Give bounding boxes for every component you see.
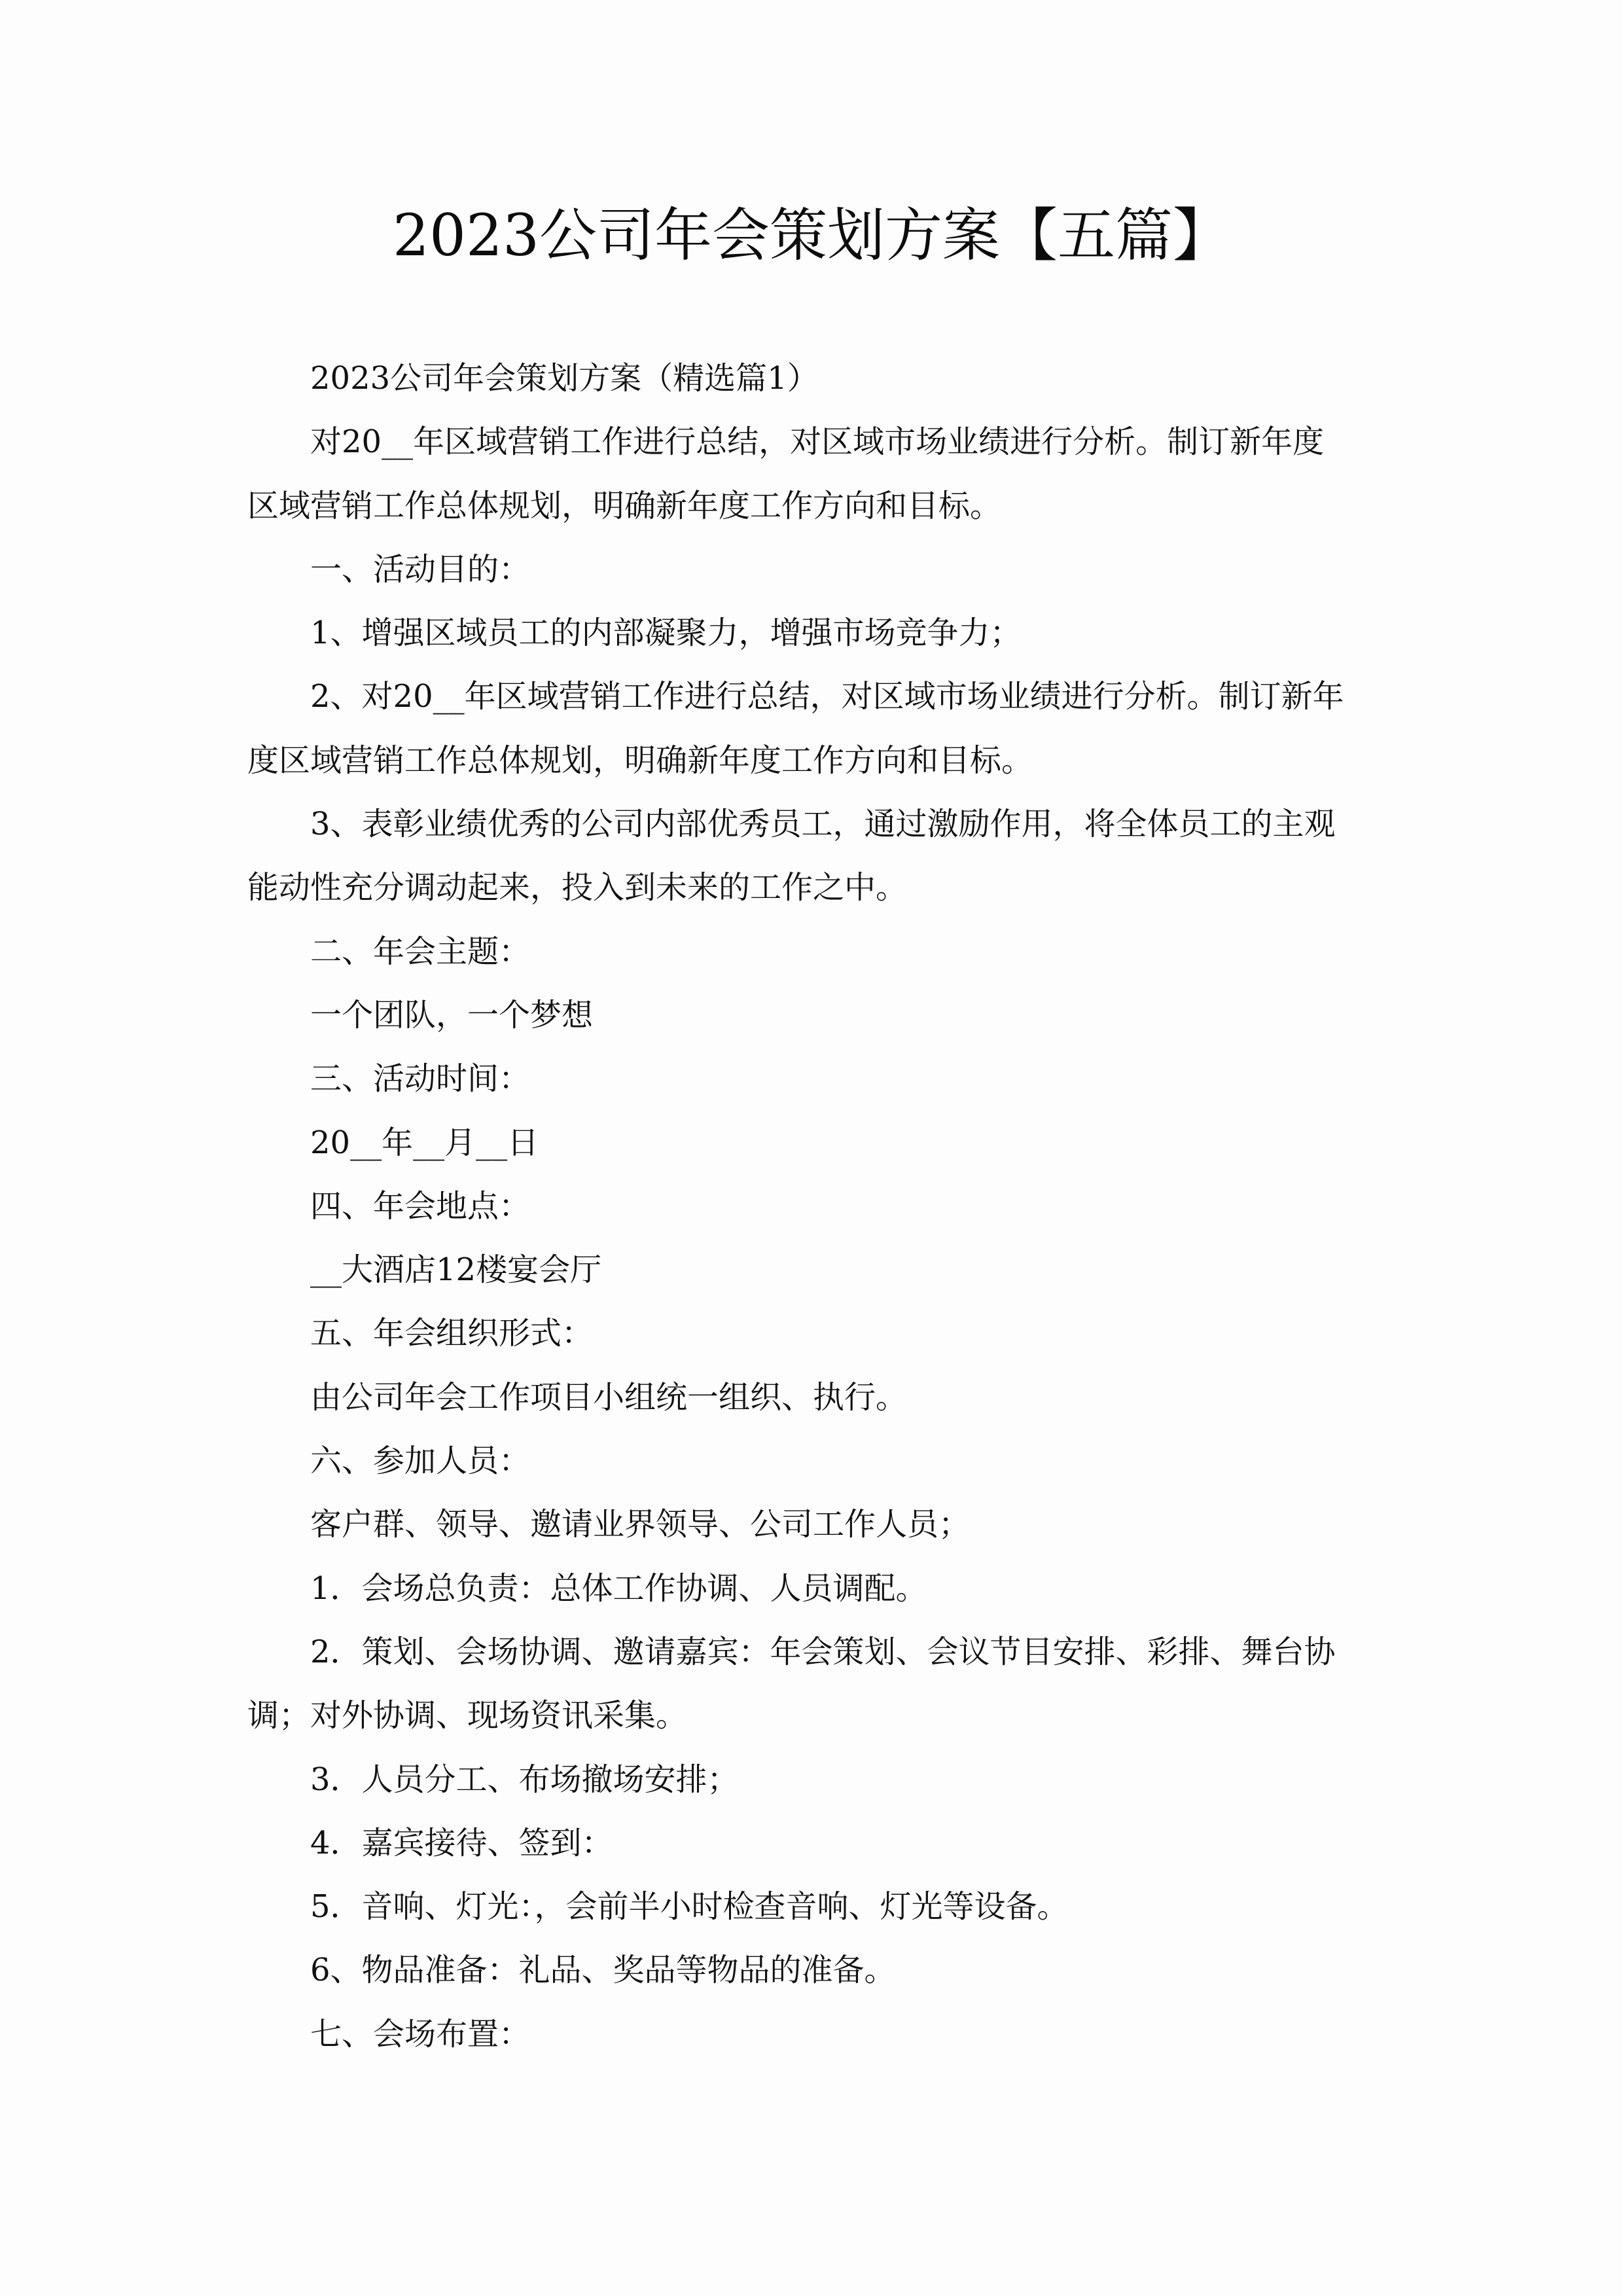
paragraph-line: __大酒店12楼宴会厅 [310, 1251, 602, 1289]
paragraph-line: 由公司年会工作项目小组统一组织、执行。 [310, 1378, 908, 1416]
heading-line: 一、活动目的： [310, 550, 531, 588]
paragraph-line: 20__年__月__日 [310, 1124, 539, 1161]
paragraph-line: 调；对外协调、现场资讯采集。 [247, 1697, 688, 1734]
list-item-line: 4．嘉宾接待、签到： [310, 1824, 613, 1861]
list-item-line: 3．人员分工、布场撤场安排； [310, 1761, 739, 1798]
list-item-line: 1、增强区域员工的内部凝聚力，增强市场竞争力； [310, 615, 1022, 652]
heading-line: 二、年会主题： [310, 933, 531, 970]
heading-line: 五、年会组织形式： [310, 1315, 594, 1352]
paragraph-line: 客户群、领导、邀请业界领导、公司工作人员； [310, 1506, 971, 1543]
list-item-line: 3、表彰业绩优秀的公司内部优秀员工，通过激励作用，将全体员工的主观 [310, 806, 1336, 843]
list-item-line: 2、对20__年区域营销工作进行总结，对区域市场业绩进行分析。制订新年 [310, 678, 1344, 715]
paragraph-line: 区域营销工作总体规划，明确新年度工作方向和目标。 [247, 487, 1002, 524]
list-item-line: 5．音响、灯光：，会前半小时检查音响、灯光等设备。 [310, 1888, 1069, 1926]
paragraph-line: 能动性充分调动起来，投入到未来的工作之中。 [247, 869, 908, 906]
document-body [247, 355, 1380, 2075]
paragraph-line: 一个团队，一个梦想 [310, 996, 594, 1033]
heading-line: 四、年会地点： [310, 1187, 531, 1225]
list-item-line: 1．会场总负责：总体工作协调、人员调配。 [310, 1570, 927, 1607]
paragraph-line: 度区域营销工作总体规划，明确新年度工作方向和目标。 [247, 742, 1033, 779]
document-title: 2023公司年会策划方案【五篇】 [393, 202, 1230, 269]
heading-line: 七、会场布置： [310, 2015, 531, 2053]
heading-line: 三、活动时间： [310, 1060, 531, 1098]
list-item-line: 2．策划、会场协调、邀请嘉宾：年会策划、会议节目安排、彩排、舞台协 [310, 1633, 1336, 1670]
list-item-line: 6、物品准备：礼品、奖品等物品的准备。 [310, 1952, 896, 1989]
paragraph-line: 对20__年区域营销工作进行总结，对区域市场业绩进行分析。制订新年度 [310, 423, 1325, 461]
heading-line: 六、参加人员： [310, 1443, 531, 1480]
section-heading: 2023公司年会策划方案（精选篇1） [310, 360, 819, 397]
